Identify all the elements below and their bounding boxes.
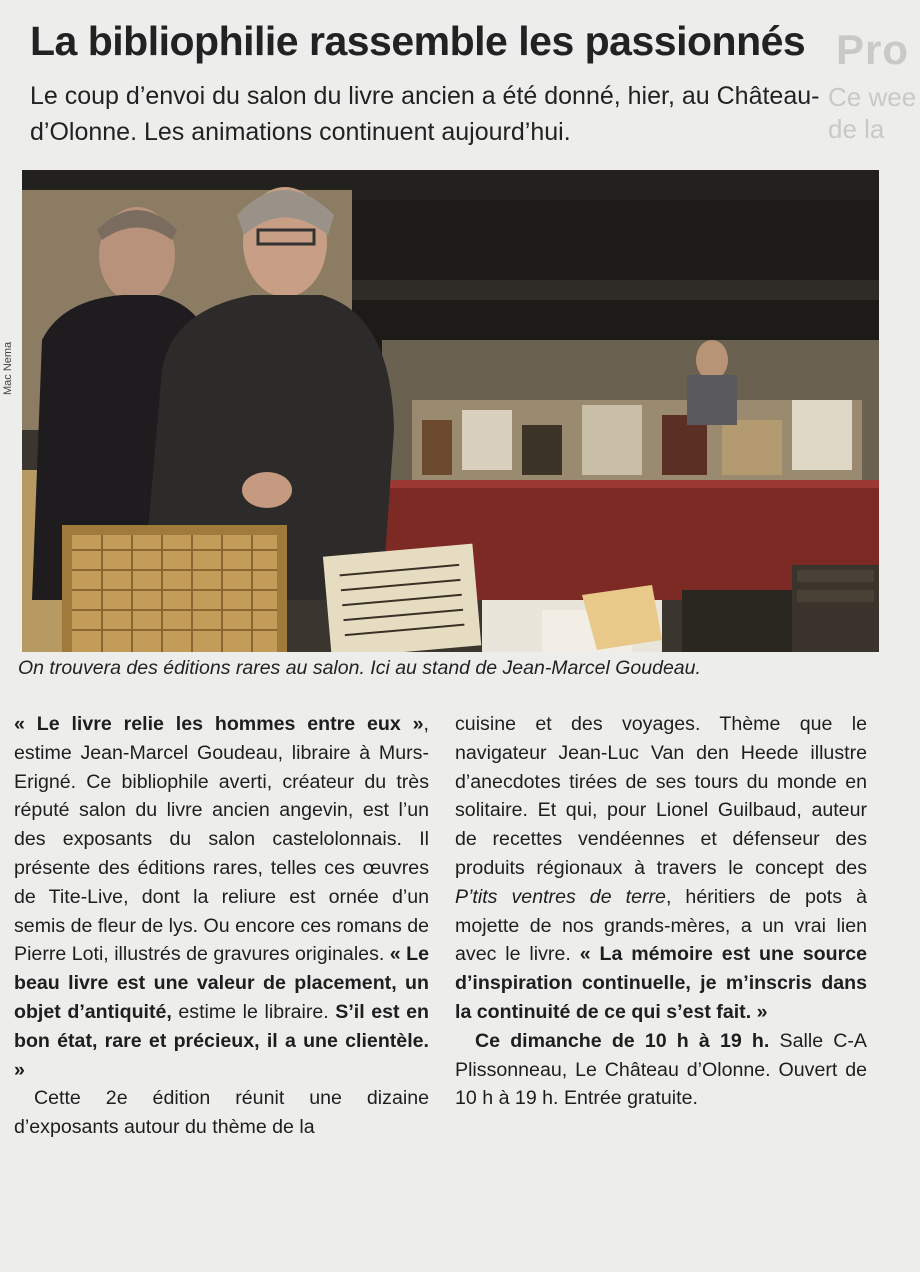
photo-credit: Mac Nema [2, 341, 14, 395]
photo-illustration [22, 170, 879, 652]
article-column-2 [455, 710, 867, 1113]
photo-caption: On trouvera des éditions rares au salon. Ici au stand de Jean-Marcel Goudeau. [18, 657, 701, 679]
adjacent-article-text-fragment: Ce wee [828, 82, 917, 112]
pull-quote: « Le beau livre est une valeur de placement, un objet d’antiquité, [14, 943, 429, 1023]
adjacent-article-text-fragment: de la [828, 114, 885, 144]
pull-quote: « Le livre relie les hommes entre eux » [14, 713, 424, 735]
article-headline: La bibliophilie rassemble les passionnés [30, 18, 806, 64]
italic-term: P’tits ventres de terre [455, 885, 666, 908]
body-text: , héritiers de pots à mojette de nos grands-mères, a un vrai lien avec le livre. [455, 885, 867, 966]
article-photo [22, 170, 879, 652]
article-lede: Le coup d’envoi du salon du livre ancien a été donné, hier, au Château-d’Olonne. Les animations continuent aujourd’hui. [30, 82, 820, 146]
article-column-1 [14, 710, 429, 1142]
body-paragraph [14, 1084, 429, 1142]
pull-quote: S’il est en bon état, rare et précieux, il a une clientèle. » [14, 1000, 429, 1081]
pull-quote: « La mémoire est une source d’inspiration continuelle, je m’inscris dans la continuité de ce qui s’est fait. » [455, 943, 867, 1023]
practical-info-heading: Ce dimanche de 10 h à 19 h. [475, 1029, 770, 1052]
body-text: cuisine et des voyages. Thème que le navigateur Jean-Luc Van den Heede illustre d’anecdotes tirées de ses tours du monde en solitaire. Et qui, pour Lionel Guilbaud, auteur de recettes vendéennes et défenseur des produits régionaux à travers le concept des [455, 713, 867, 879]
adjacent-article-title-fragment: Pro [836, 26, 910, 73]
body-text: estime le libraire. [171, 1000, 336, 1023]
practical-info-text: Salle C-A Plissonneau, Le Château d’Olonne. Ouvert de 10 h à 19 h. Entrée gratuite. [455, 1029, 867, 1110]
body-text: Cette 2e édition réunit une dizaine d’exposants autour du thème de la [14, 1087, 429, 1139]
body-text: , estime Jean-Marcel Goudeau, libraire à Murs-Erigné. Ce bibliophile averti, créateur du très réputé salon du livre ancien angevin, est l’un des exposants du salon castelolonnais. Il présente des éditions rares, telles ces œuvres de Tite-Live, dont la reliure est ornée d’un semis de fleur de lys. Ou encore ces romans de Pierre Loti, illustrés de gravures originales. [14, 713, 429, 966]
